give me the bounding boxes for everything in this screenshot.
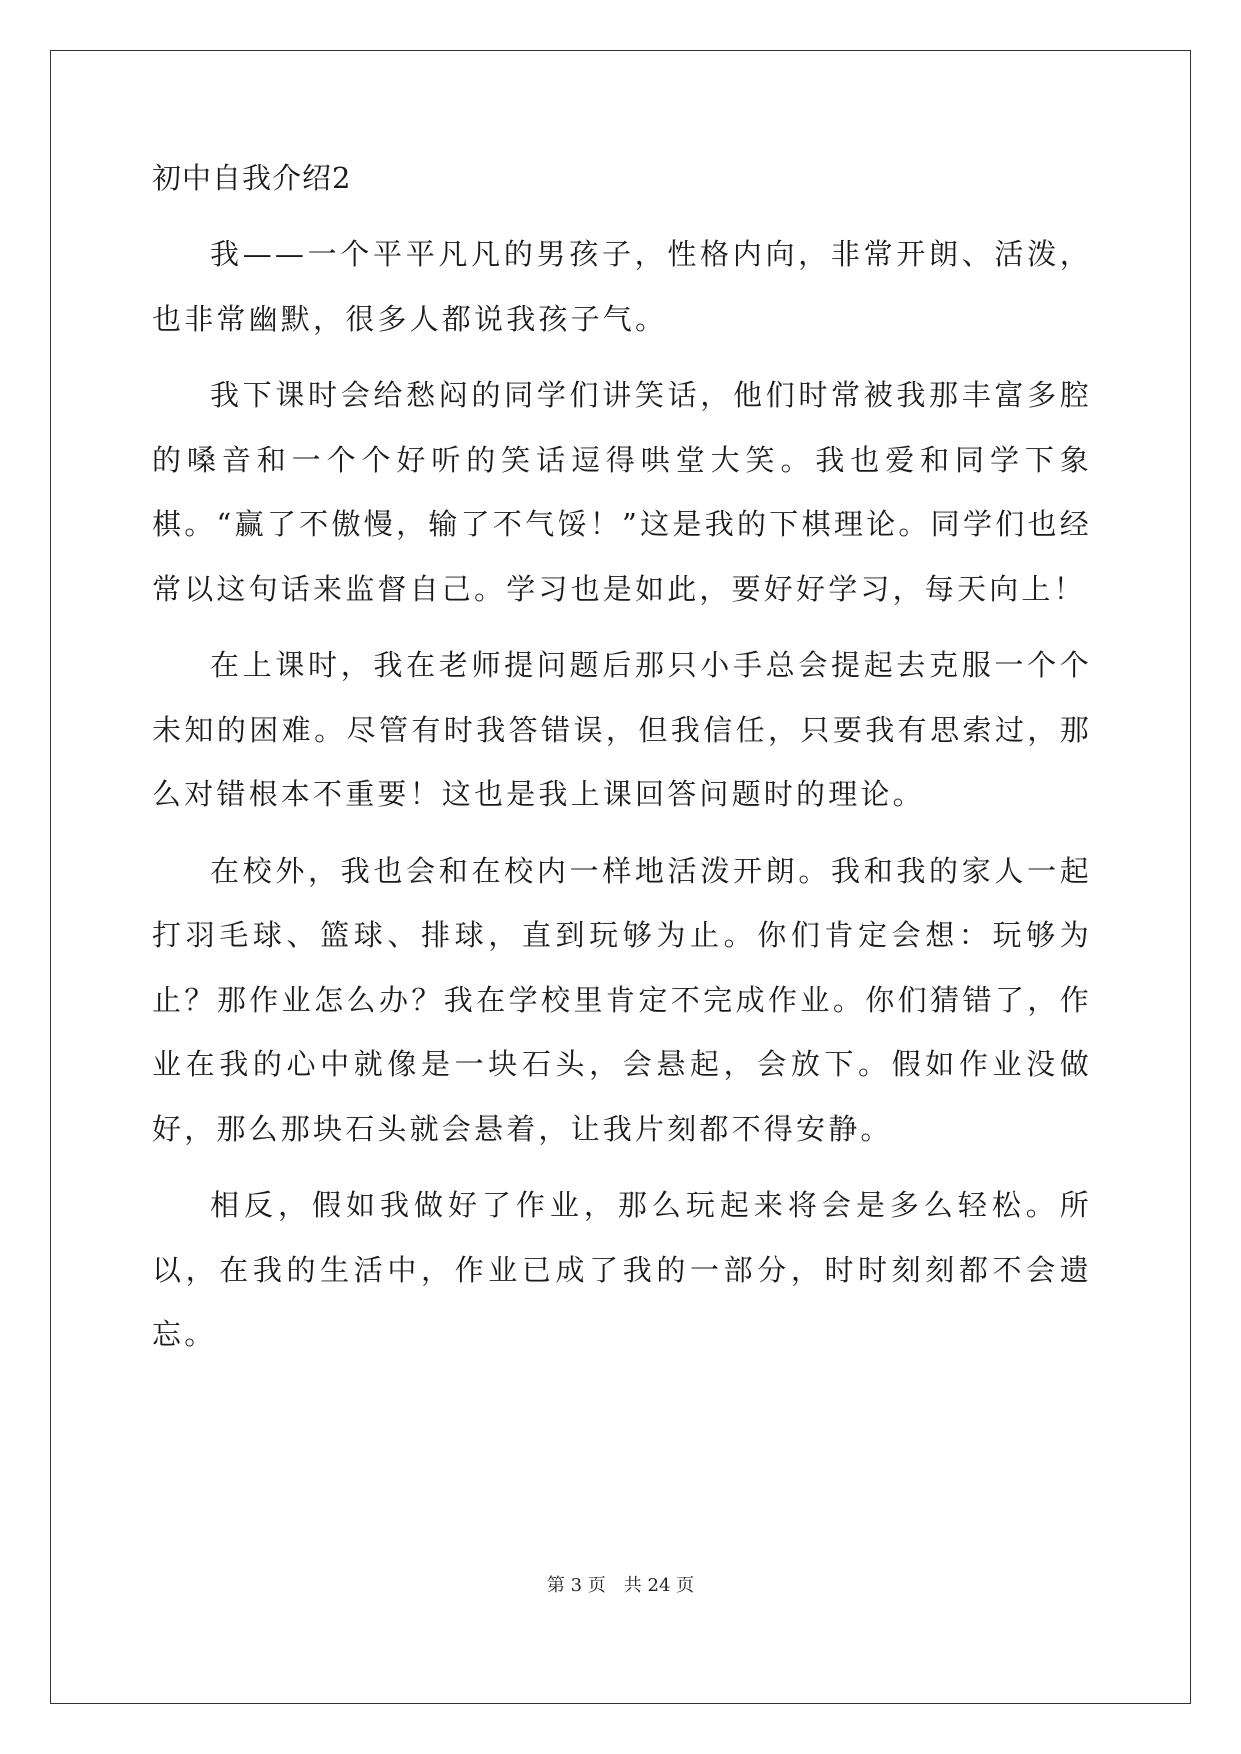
paragraph-1: 我——一个平平凡凡的男孩子，性格内向，非常开朗、活泼，也非常幽默，很多人都说我孩子气。 [152, 237, 1092, 336]
paragraph-4: 在校外，我也会和在校内一样地活泼开朗。我和我的家人一起打羽毛球、篮球、排球，直到玩够为止。你们肯定会想：玩够为止？那作业怎么办？我在学校里肯定不完成作业。你们猜错了，作业在我的心中就像是一块石头，会悬起，会放下。假如作业没做好，那么那块石头就会悬着，让我片刻都不得安静。 [152, 853, 1092, 1146]
paragraph-3: 在上课时，我在老师提问题后那只小手总会提起去克服一个个未知的困难。尽管有时我答错误，但我信任，只要我有思索过，那么对错根本不重要！这也是我上课回答问题时的理论。 [152, 648, 1092, 811]
paragraph-2: 我下课时会给愁闷的同学们讲笑话，他们时常被我那丰富多腔的嗓音和一个个好听的笑话逗得哄堂大笑。我也爱和同学下象棋。“赢了不傲慢，输了不气馁！”这是我的下棋理论。同学们也经常以这句话来监督自己。学习也是如此，要好好学习，每天向上！ [152, 378, 1092, 606]
document-title: 初中自我介绍2 [152, 161, 352, 195]
page-total: 共 24 页 [623, 1575, 695, 1596]
page-number: 第 3 页 [546, 1575, 606, 1596]
paragraph-5: 相反，假如我做好了作业，那么玩起来将会是多么轻松。所以，在我的生活中，作业已成了我的一部分，时时刻刻都不会遗忘。 [152, 1188, 1092, 1351]
page-footer [0, 1574, 1241, 1598]
document-body [152, 158, 1092, 1379]
